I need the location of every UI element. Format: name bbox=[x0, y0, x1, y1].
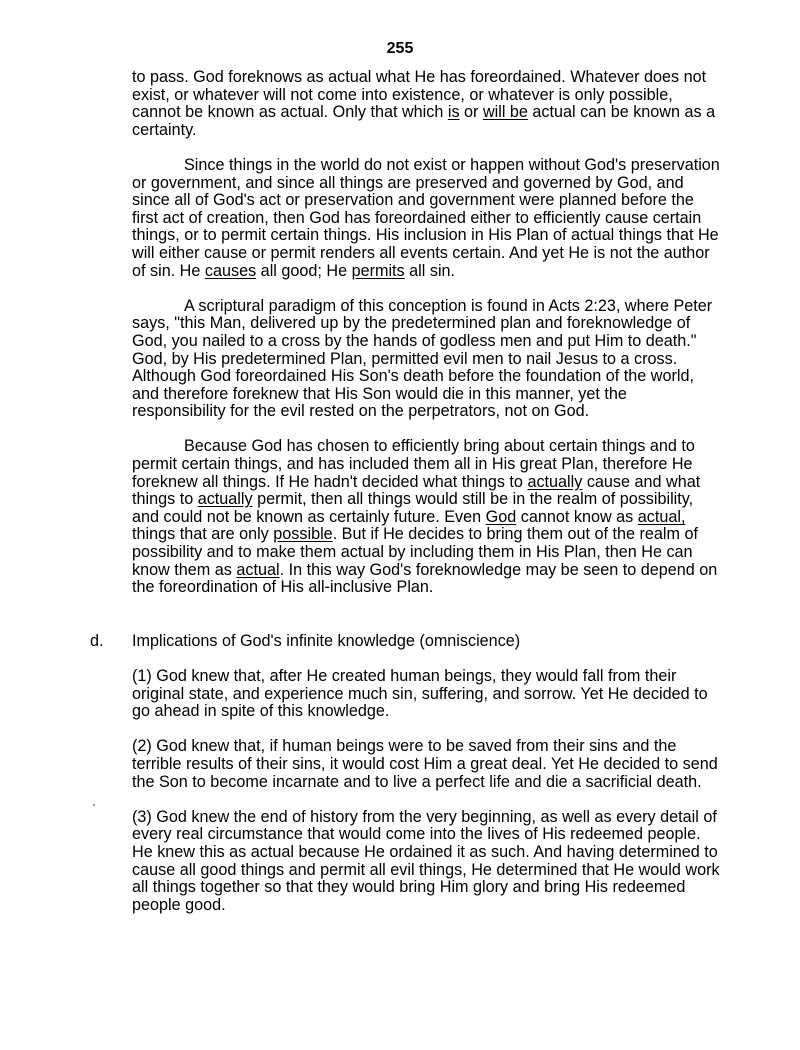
underlined-word: possible bbox=[273, 525, 333, 544]
underlined-word: causes bbox=[204, 261, 257, 280]
underlined-word: is bbox=[447, 103, 460, 122]
page-number: 255 bbox=[386, 40, 414, 57]
paragraph-1: to pass. God foreknows as actual what He has foreordained. Whatever does not exist, or whatever will not come into existence, or whatever is only possible, cannot be known as actual. Only that which is or will be actual can be known as a certainty. bbox=[132, 68, 716, 139]
underlined-word: actual, bbox=[637, 507, 686, 526]
paragraph-3: A scriptural paradigm of this conception is found in Acts 2:23, where Peter says, "this Man, delivered up by the predetermined plan and foreknowledge of God, you nailed to a cross by the hands of godless men and put Him to death." God, by His predetermined Plan, permitted evil men to nail Jesus to a cross. Although God foreordained His Son's death before the foundation of the world, and therefore foreknew that His Son would die in this manner, yet the responsibility for the evil rested on the perpetrators, not on God. bbox=[132, 296, 713, 421]
page-body bbox=[90, 68, 722, 932]
list-item: (1) God knew that, after He created human beings, they would fall from their original state, and experience much sin, suffering, and sorrow. Yet He decided to go ahead in spite of this knowledge. bbox=[132, 667, 708, 721]
underlined-word: permits bbox=[351, 261, 405, 280]
section-heading: Implications of God's infinite knowledge (omniscience) bbox=[132, 631, 521, 650]
list-item: (2) God knew that, if human beings were to be saved from their sins and the terrible results of their sins, it would cost Him a great deal. Yet He decided to send the Son to become incarnate and to live a perfect life and die a sacrificial death. bbox=[132, 737, 718, 791]
stray-mark bbox=[93, 804, 95, 806]
underlined-word: God bbox=[485, 507, 517, 526]
list-item: (3) God knew the end of history from the very beginning, as well as every detail of every real circumstance that would come into the lives of His redeemed people. He knew this as actual because He ordained it as such. And having determined to cause all good things and permit all evil things, He determined that He would work all things together so that they would bring Him glory and bring His redeemed people good. bbox=[132, 807, 720, 914]
paragraph-4: Because God has chosen to efficiently bring about certain things and to permit certain things, and has included them all in His great Plan, therefore He foreknew all things. If He hadn't decided what things to actually cause and what things to actually permit, then all things would still be in the realm of possibility, and could not be known as certainly future. Even God cannot know as actual, things that are only possible. But if He decides to bring them out of the realm of possibility and to make them actual by including them in His Plan, then He can know them as actual. In this way God's foreknowledge may be seen to depend on the foreordination of His all-inclusive Plan. bbox=[132, 437, 718, 597]
underlined-word: actual bbox=[236, 560, 280, 579]
underlined-word: will be bbox=[482, 103, 528, 122]
section-letter: d. bbox=[90, 631, 104, 650]
underlined-word: actually bbox=[527, 472, 583, 491]
underlined-word: actually bbox=[197, 490, 253, 509]
paragraph-2: Since things in the world do not exist or happen without God's preservation or government, and since all things are preserved and governed by God, and since all of God's act or preservation and government were planned before the first act of creation, then God has foreordained either to efficiently cause certain things, or to permit certain things. His inclusion in His Plan of actual things that He will either cause or permit renders all events certain. And yet He is not the author of sin. He causes all good; He permits all sin. bbox=[132, 155, 720, 280]
section-d-heading bbox=[90, 631, 722, 651]
